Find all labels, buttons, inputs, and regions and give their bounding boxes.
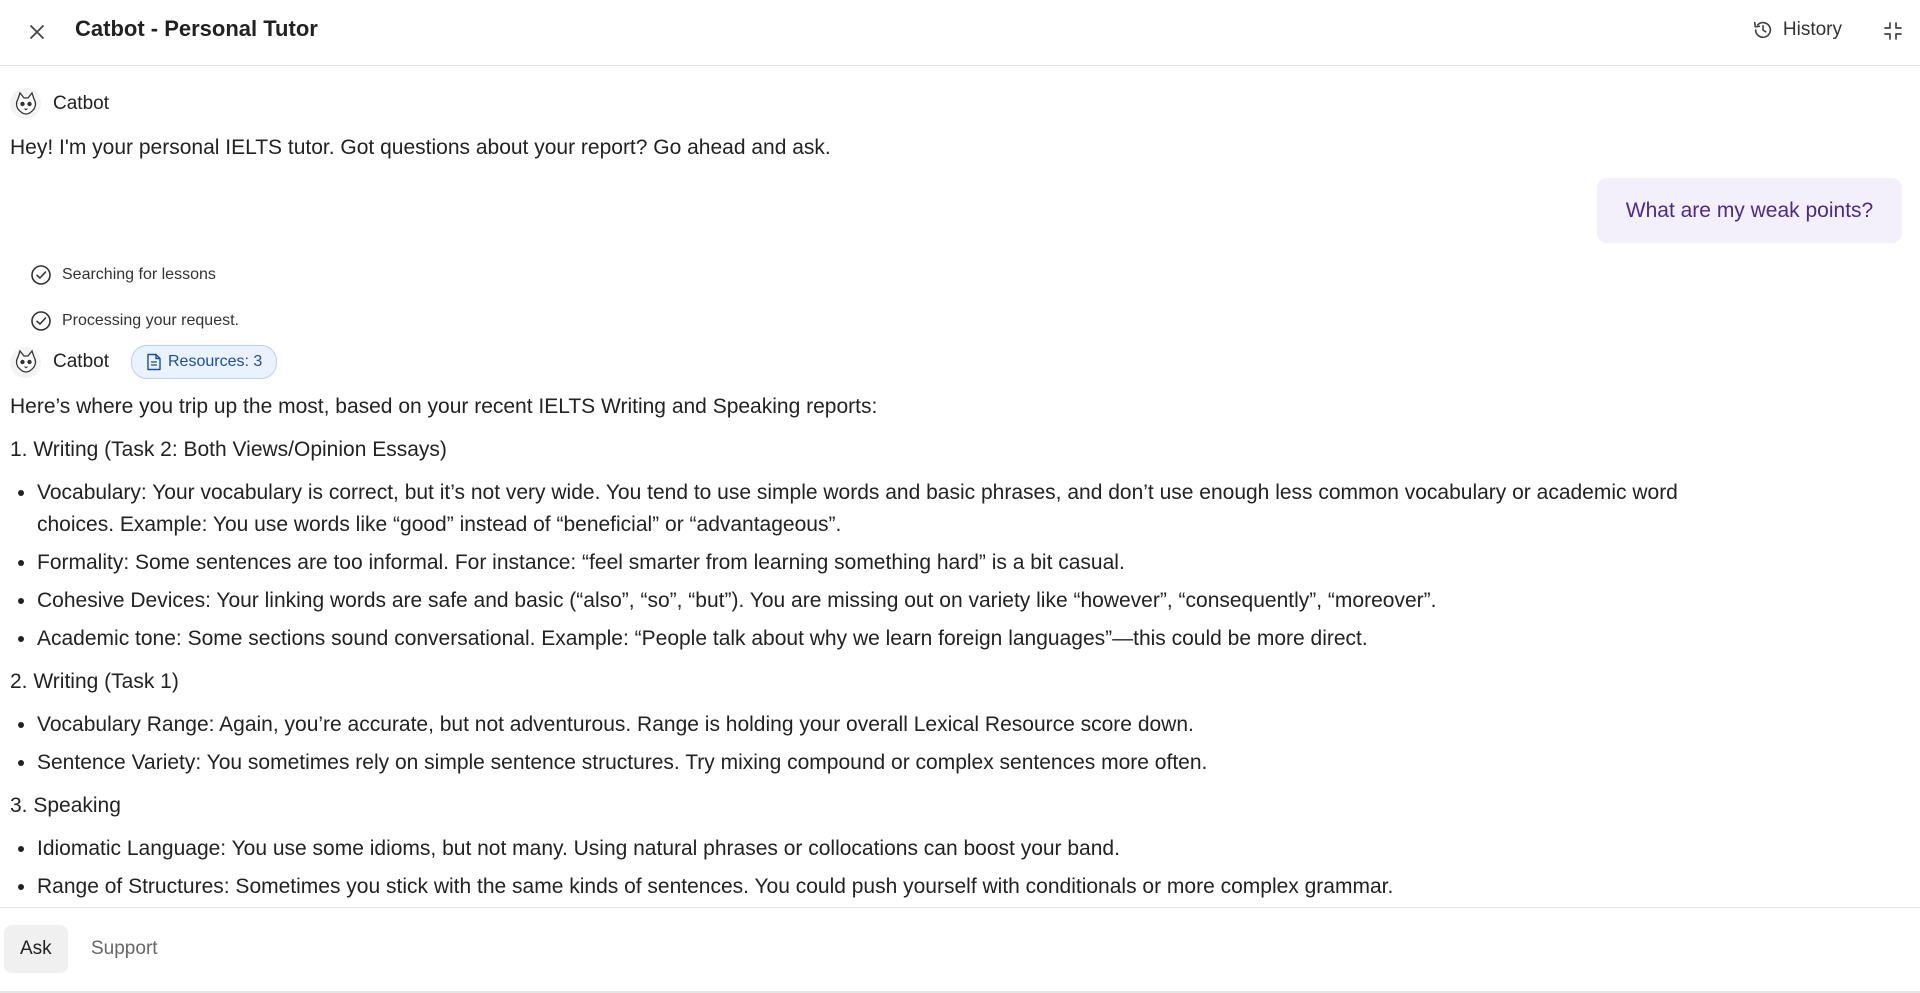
- page-title: Catbot - Personal Tutor: [75, 16, 318, 41]
- bot-sender-row: [10, 88, 109, 119]
- check-circle-icon: [30, 264, 52, 286]
- list-item: • Cohesive Devices: Your linking words are safe and basic (“also”, “so”, “but”). You are missing out on variety like “however”, “consequently”, “moreover”.: [37, 585, 1710, 617]
- section-heading: 2. Writing (Task 1): [10, 670, 179, 693]
- cat-icon: [12, 348, 40, 376]
- list-item: • Sentence Variety: You sometimes rely on simple sentence structures. Try mixing compound or complex sentences more often.: [37, 747, 1710, 779]
- catbot-avatar: [10, 347, 41, 378]
- status-step-label: Processing your request.: [62, 312, 239, 329]
- history-label: History: [1782, 19, 1842, 40]
- resources-label: Resources: 3: [167, 353, 263, 370]
- list-item: • Formality: Some sentences are too informal. For instance: “feel smarter from learning something hard” is a bit casual.: [37, 547, 1710, 579]
- list-item: • Vocabulary Range: Again, you’re accurate, but not adventurous. Range is holding your overall Lexical Resource score down.: [37, 709, 1710, 741]
- close-icon: [28, 23, 46, 41]
- status-step: [30, 310, 239, 332]
- chat-area[interactable]: [0, 67, 1920, 907]
- bot-answer-message: [10, 391, 1710, 907]
- section-heading: 1. Writing (Task 2: Both Views/Opinion Essays): [10, 438, 447, 461]
- resources-button[interactable]: [131, 345, 277, 379]
- history-button[interactable]: [1752, 15, 1842, 45]
- check-circle-icon: [30, 310, 52, 332]
- bot-name: Catbot: [53, 351, 109, 372]
- tab-ask[interactable]: Ask: [4, 925, 68, 973]
- collapse-icon: [1883, 21, 1903, 41]
- user-message-text: What are my weak points?: [1625, 198, 1874, 222]
- bullet-list: [10, 833, 1710, 903]
- bot-sender-row: [10, 345, 277, 379]
- tab-support[interactable]: Support: [91, 938, 158, 959]
- document-icon: [146, 353, 162, 371]
- collapse-button[interactable]: [1878, 16, 1908, 46]
- list-item: • Vocabulary: Your vocabulary is correct, but it’s not very wide. You tend to use simple words and basic phrases, and don’t use enough less common vocabulary or academic word choices. Example: You use words like “good” instead of “beneficial” or “advantageous”.: [37, 477, 1710, 541]
- list-item: • Idiomatic Language: You use some idioms, but not many. Using natural phrases or collocations can boost your band.: [37, 833, 1710, 865]
- list-item: • Academic tone: Some sections sound conversational. Example: “People talk about why we learn foreign languages”—this could be more direct.: [37, 623, 1710, 655]
- catbot-avatar: [10, 88, 41, 119]
- header-bar: [0, 0, 1920, 66]
- close-button[interactable]: [22, 17, 52, 47]
- history-icon: [1752, 19, 1774, 41]
- bullet-list: [10, 477, 1710, 655]
- status-step: [30, 264, 216, 286]
- cat-icon: [12, 90, 40, 118]
- section-heading: 3. Speaking: [10, 794, 121, 817]
- bullet-list: [10, 709, 1710, 779]
- bot-greeting-message: Hey! I'm your personal IELTS tutor. Got questions about your report? Go ahead and ask.: [10, 136, 831, 159]
- status-step-label: Searching for lessons: [62, 266, 216, 283]
- bottom-tab-bar: [0, 907, 1920, 993]
- answer-intro: Here’s where you trip up the most, based on your recent IELTS Writing and Speaking reports:: [10, 395, 878, 418]
- list-item: • Range of Structures: Sometimes you stick with the same kinds of sentences. You could push yourself with conditionals or more complex grammar.: [37, 871, 1710, 903]
- bot-name: Catbot: [53, 92, 109, 114]
- user-message-bubble: [1597, 178, 1902, 243]
